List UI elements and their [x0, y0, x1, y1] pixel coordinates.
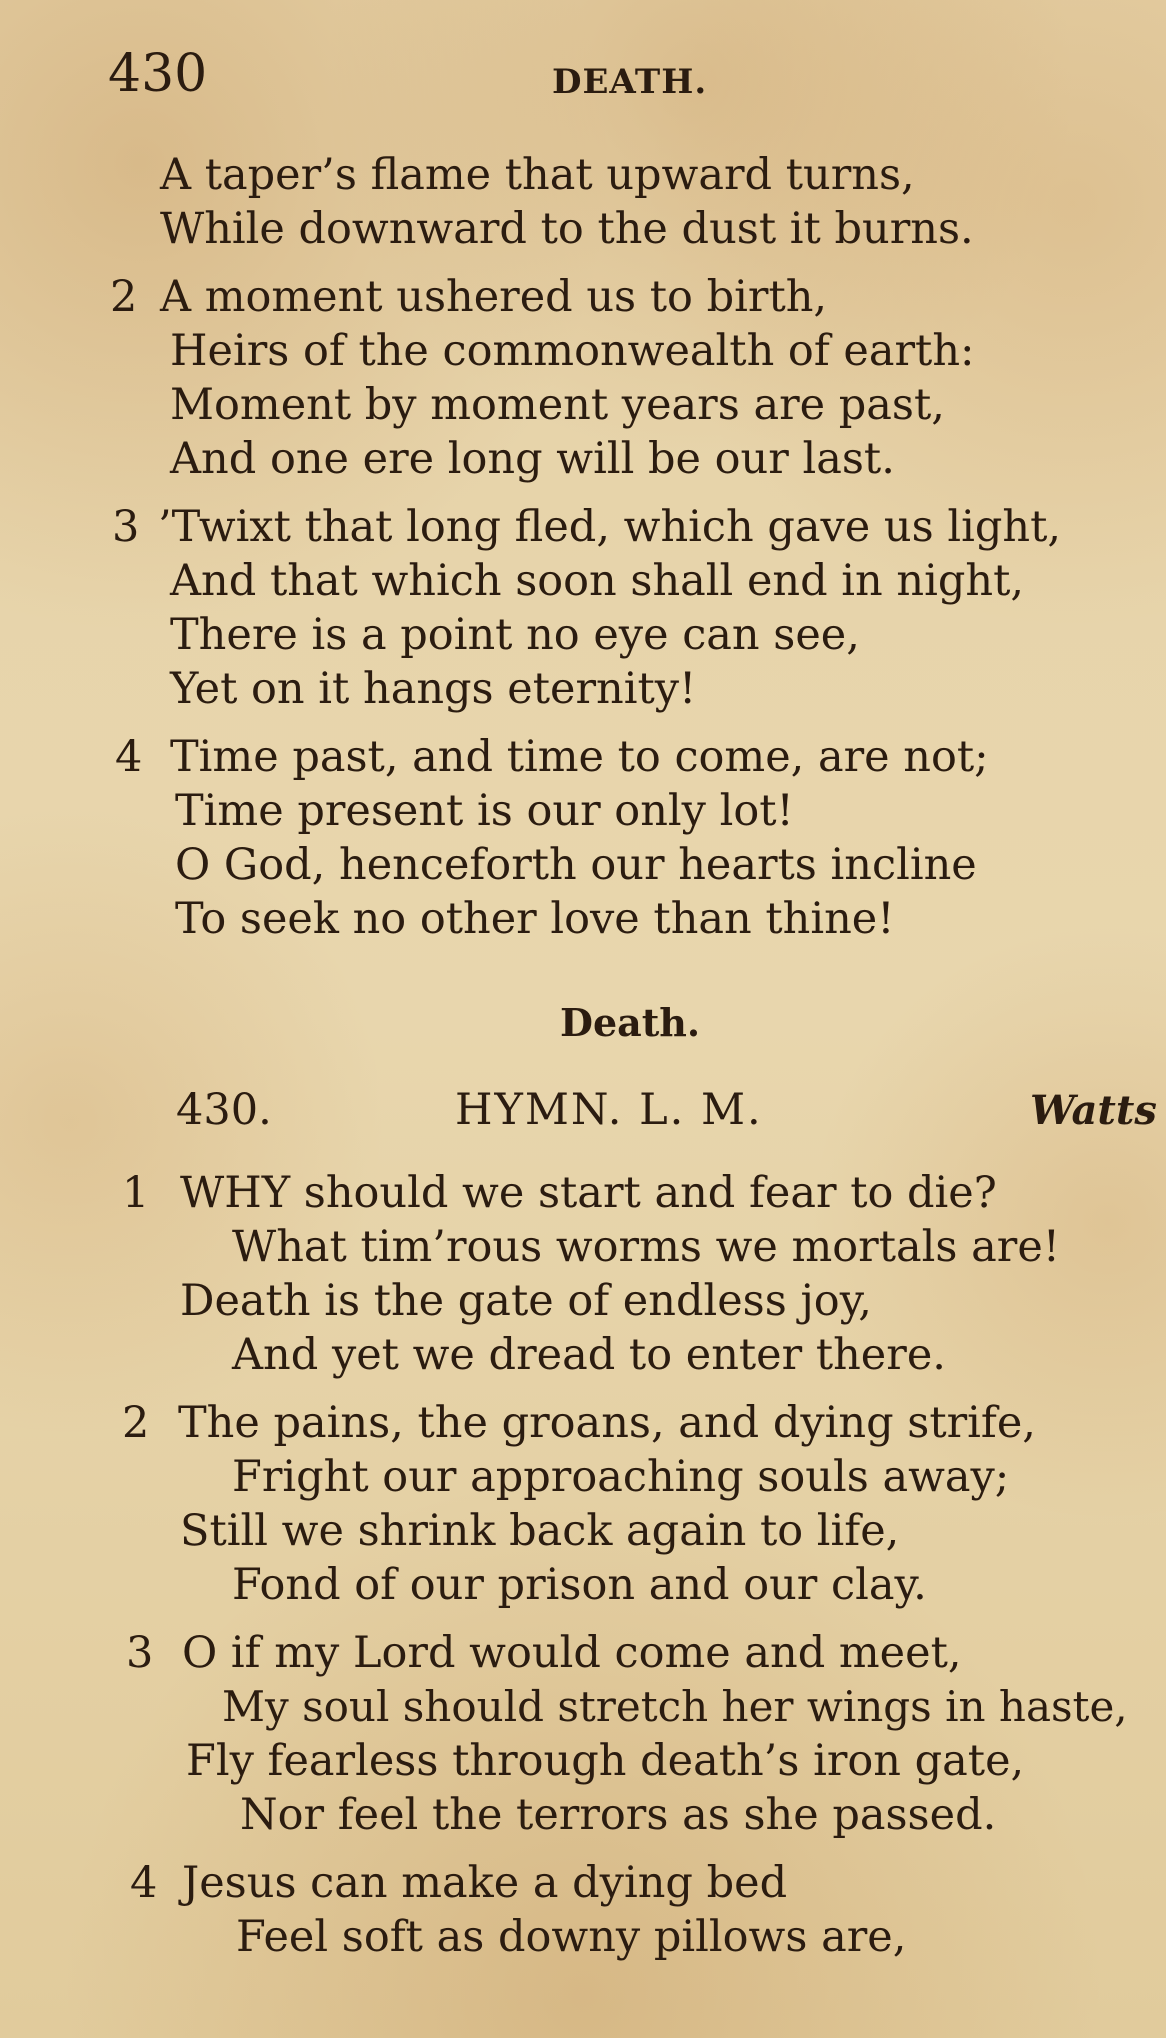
verse-line: O God, henceforth our hearts incline	[175, 840, 977, 890]
verse-line: Feel soft as downy pillows are,	[236, 1912, 907, 1962]
verse-line: And one ere long will be our last.	[170, 434, 895, 484]
section-heading: Death.	[560, 1000, 701, 1045]
verse-line: Heirs of the commonwealth of earth:	[170, 326, 975, 376]
verse-line: Fright our approaching souls away;	[232, 1452, 1010, 1502]
verse-line: And that which soon shall end in night,	[170, 556, 1025, 606]
verse-number: 4	[115, 732, 143, 782]
verse-line: Moment by moment years are past,	[170, 380, 945, 430]
verse-number: 2	[122, 1398, 150, 1448]
verse-line: ’Twixt that long fled, which gave us light,	[158, 502, 1062, 552]
verse-number: 1	[122, 1168, 150, 1218]
verse-number: 3	[126, 1628, 154, 1678]
verse-line: And yet we dread to enter there.	[232, 1330, 946, 1380]
verse-line: Time present is our only lot!	[175, 786, 794, 836]
verse-line: Nor feel the terrors as she passed.	[240, 1790, 997, 1840]
hymn-number: 430.	[176, 1085, 272, 1135]
hymn-title: HYMN. L. M.	[455, 1085, 763, 1135]
hymn-author: Watts	[1030, 1087, 1157, 1134]
verse-line: O if my Lord would come and meet,	[182, 1628, 962, 1678]
verse-line: A taper’s flame that upward turns,	[160, 150, 915, 200]
verse-line: While downward to the dust it burns.	[160, 204, 974, 254]
verse-number: 2	[110, 272, 138, 322]
verse-number: 4	[130, 1858, 158, 1908]
page-number: 430	[108, 44, 208, 104]
verse-line: What tim’rous worms we mortals are!	[232, 1222, 1061, 1272]
verse-line: Jesus can make a dying bed	[182, 1858, 788, 1908]
verse-line: My soul should stretch her wings in haste,	[222, 1682, 1128, 1731]
verse-number: 3	[112, 502, 140, 552]
verse-line: To seek no other love than thine!	[175, 894, 895, 944]
verse-line: Fly fearless through death’s iron gate,	[186, 1736, 1025, 1786]
verse-line: There is a point no eye can see,	[170, 610, 860, 660]
verse-line: A moment ushered us to birth,	[160, 272, 828, 322]
verse-line: The pains, the groans, and dying strife,	[178, 1398, 1036, 1448]
verse-line: Fond of our prison and our clay.	[232, 1560, 927, 1610]
verse-line: Still we shrink back again to life,	[180, 1506, 900, 1556]
verse-line: Time past, and time to come, are not;	[170, 732, 989, 782]
verse-line: WHY should we start and fear to die?	[180, 1168, 997, 1218]
verse-line: Death is the gate of endless joy,	[180, 1276, 872, 1326]
verse-line: Yet on it hangs eternity!	[170, 664, 697, 714]
running-title: DEATH.	[552, 62, 708, 102]
